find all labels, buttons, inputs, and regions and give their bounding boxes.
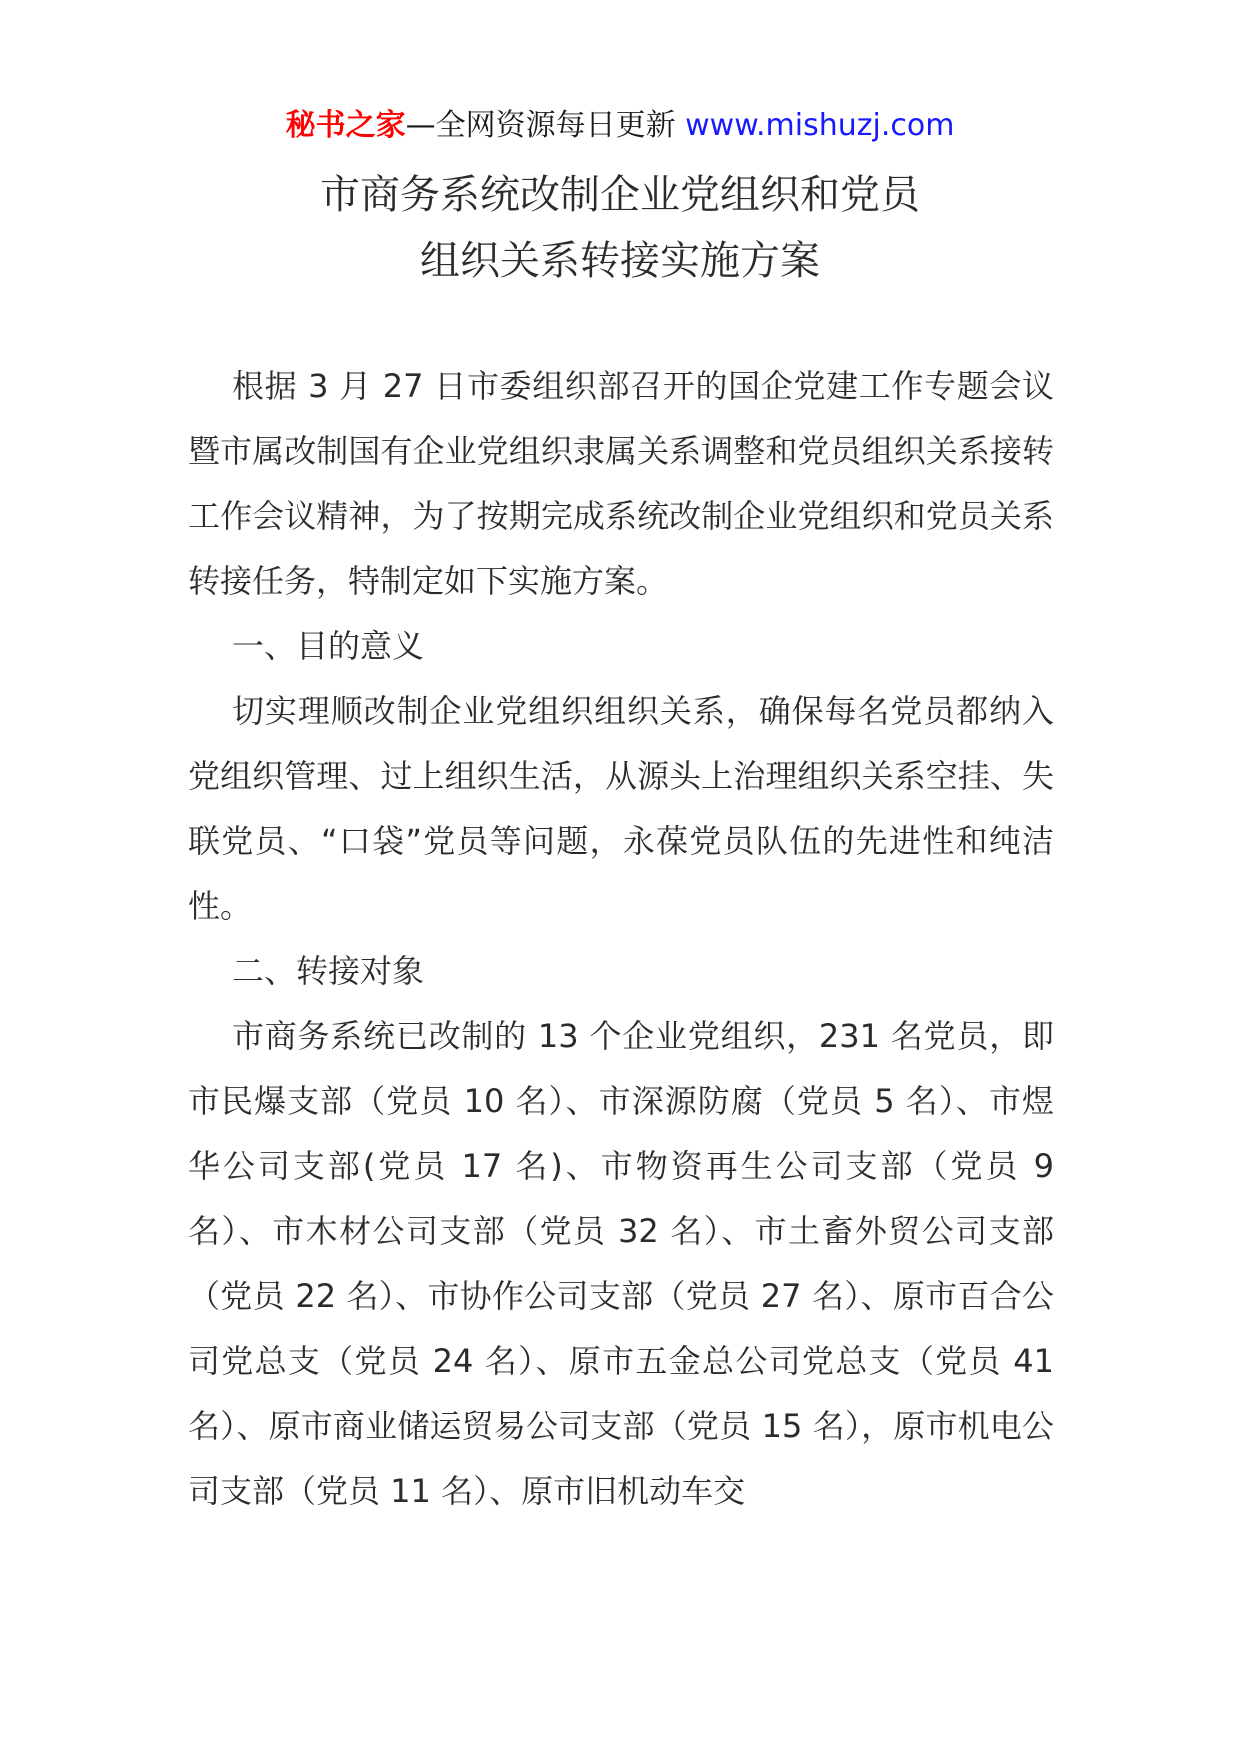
site-url-link[interactable]: www.mishuzj.com [685, 108, 955, 143]
section-heading-purpose: 一、目的意义 [232, 627, 425, 665]
header-tagline: —全网资源每日更新 [405, 108, 676, 143]
section-heading-targets: 二、转接对象 [232, 952, 425, 990]
document-title-line-1: 市商务系统改制企业党组织和党员 [320, 172, 920, 218]
document-title-line-2: 组织关系转接实施方案 [420, 238, 820, 284]
intro-paragraph: 根据 3 月 27 日市委组织部召开的国企党建工作专题会议暨市属改制国有企业党组织隶属关系调整和党员组织关系接转工作会议精神，为了按期完成系统改制企业党组织和党员关系转接任务，特制定如下实施方案。 [188, 367, 1054, 600]
targets-paragraph: 市商务系统已改制的 13 个企业党组织，231 名党员，即市民爆支部（党员 10 名）、市深源防腐（党员 5 名）、市煜华公司支部(党员 17 名)、市物资再生公司支部（党员 9 名）、市木材公司支部（党员 32 名）、市土畜外贸公司支部（党员 22 名）、市协作公司支部（党员 27 名）、原市百合公司党总支（党员 24 名）、原市五金总公司党总支（党员 41 名）、原市商业储运贸易公司支部（党员 15 名），原市机电公司支部（党员 11 名）、原市旧机动车交 [188, 1017, 1054, 1510]
purpose-paragraph: 切实理顺改制企业党组织组织关系，确保每名党员都纳入党组织管理、过上组织生活，从源头上治理组织关系空挂、失联党员、“口袋”党员等问题，永葆党员队伍的先进性和纯洁性。 [188, 692, 1054, 925]
document-body [188, 354, 1054, 1524]
header-banner [0, 104, 1240, 148]
brand-name: 秘书之家 [285, 108, 406, 143]
